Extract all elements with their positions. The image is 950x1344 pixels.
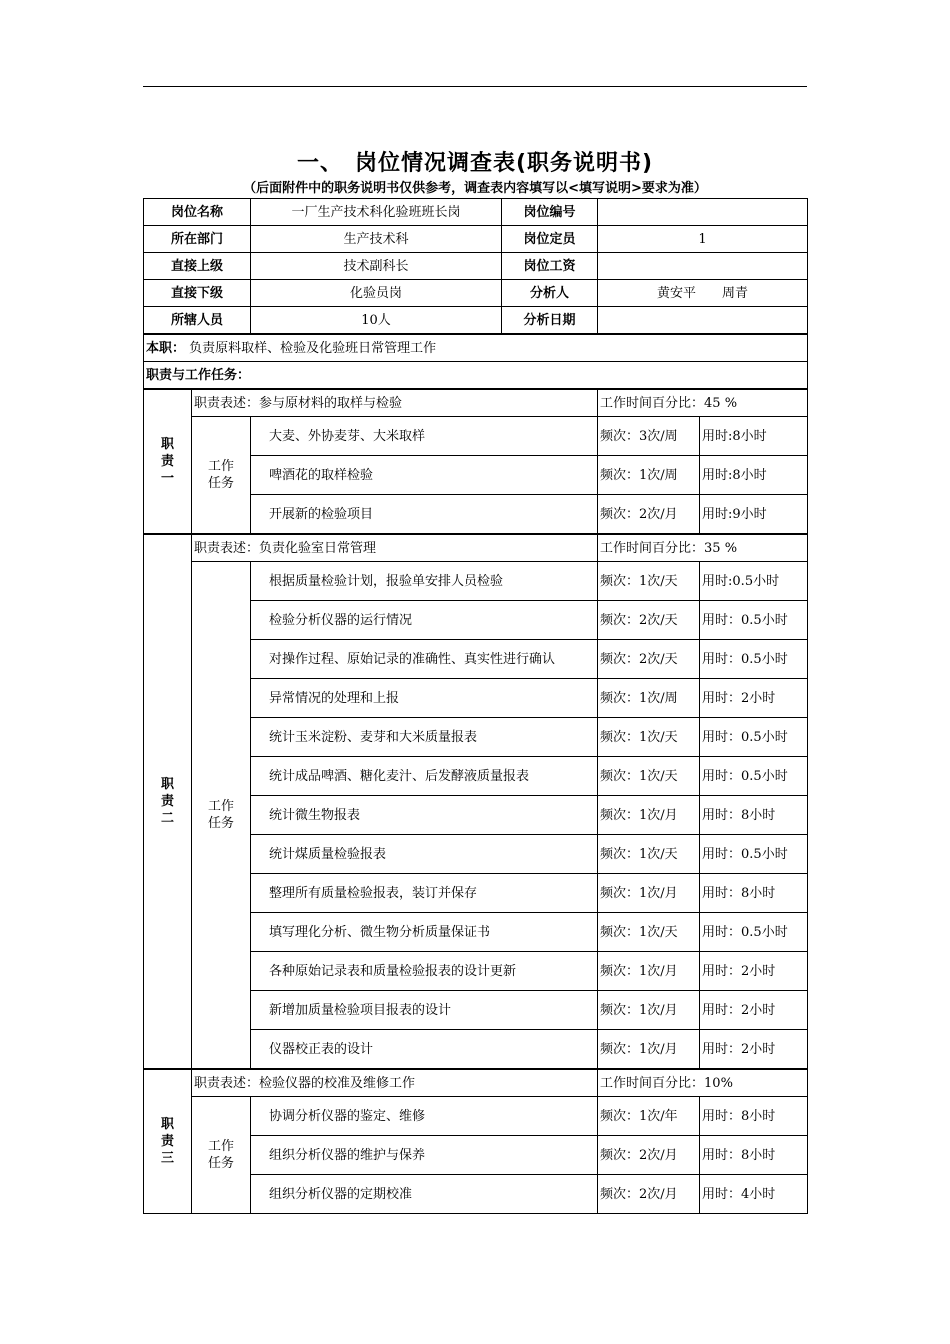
value-cell: 生产技术科: [251, 226, 502, 253]
work-task-label: 工作 任务: [192, 1097, 251, 1214]
value-cell: 一厂生产技术科化验班班长岗: [251, 199, 502, 226]
task-frequency: 频次：3次/周: [598, 417, 700, 456]
task-text: 对操作过程、原始记录的准确性、真实性进行确认: [251, 640, 598, 679]
task-frequency: 频次：2次/月: [598, 1136, 700, 1175]
duty-desc: 职责表述：参与原材料的取样与检验: [192, 389, 598, 417]
info-row: [144, 226, 808, 253]
value-cell: 黄安平 周青: [598, 280, 808, 307]
duty-name-cell: [144, 389, 192, 534]
task-row: [144, 562, 808, 601]
label-cell: 岗位工资: [502, 253, 598, 280]
value-cell: [598, 253, 808, 280]
task-frequency: 频次：1次/周: [598, 456, 700, 495]
duties-title-cell: [144, 362, 808, 390]
task-frequency: 频次：2次/天: [598, 601, 700, 640]
task-time: 用时：2小时: [700, 679, 808, 718]
duty-pct: 工作时间百分比：45 %: [598, 389, 808, 417]
task-time: 用时：8小时: [700, 796, 808, 835]
task-frequency: 频次：1次/月: [598, 796, 700, 835]
duty-desc: 职责表述：负责化验室日常管理: [192, 534, 598, 562]
duties-title: 职责与工作任务：: [146, 367, 251, 383]
task-text: 检验分析仪器的运行情况: [251, 601, 598, 640]
duty-name-cell: [144, 534, 192, 1069]
duty-pct: 工作时间百分比：10%: [598, 1069, 808, 1097]
value-cell: 1: [598, 226, 808, 253]
task-time: 用时：0.5小时: [700, 835, 808, 874]
task-time: 用时：8小时: [700, 1136, 808, 1175]
task-time: 用时：8小时: [700, 874, 808, 913]
task-frequency: 频次：1次/月: [598, 991, 700, 1030]
label-cell: 岗位定员: [502, 226, 598, 253]
duty-name-cell: [144, 1069, 192, 1214]
info-row: [144, 253, 808, 280]
task-text: 啤酒花的取样检验: [251, 456, 598, 495]
task-frequency: 频次：1次/月: [598, 874, 700, 913]
task-time: 用时：2小时: [700, 991, 808, 1030]
task-frequency: 频次：1次/天: [598, 718, 700, 757]
duty-desc-row: [144, 389, 808, 417]
task-time: 用时：0.5小时: [700, 718, 808, 757]
task-frequency: 频次：1次/天: [598, 562, 700, 601]
task-time: 用时：0.5小时: [700, 757, 808, 796]
task-time: 用时:8小时: [700, 456, 808, 495]
benzhi-label: 本职：: [146, 340, 186, 356]
task-time: 用时：0.5小时: [700, 913, 808, 952]
task-text: 统计煤质量检验报表: [251, 835, 598, 874]
benzhi-text: 负责原料取样、检验及化验班日常管理工作: [189, 340, 437, 356]
label-cell: 直接上级: [144, 253, 251, 280]
work-task-label: 工作 任务: [192, 417, 251, 535]
benzhi-row: [144, 334, 808, 362]
duty-name: 职 责 三: [160, 1117, 174, 1166]
task-text: 填写理化分析、微生物分析质量保证书: [251, 913, 598, 952]
label-cell: 岗位名称: [144, 199, 251, 226]
task-frequency: 频次：2次/月: [598, 1175, 700, 1214]
task-frequency: 频次：2次/天: [598, 640, 700, 679]
duty-desc-row: [144, 534, 808, 562]
value-cell: 10人: [251, 307, 502, 335]
task-frequency: 频次：1次/月: [598, 1030, 700, 1070]
task-text: 组织分析仪器的维护与保养: [251, 1136, 598, 1175]
label-cell: 所辖人员: [144, 307, 251, 335]
task-frequency: 频次：1次/周: [598, 679, 700, 718]
task-time: 用时：2小时: [700, 1030, 808, 1070]
task-row: [144, 417, 808, 456]
task-time: 用时：8小时: [700, 1097, 808, 1136]
task-text: 统计成品啤酒、糖化麦汁、后发酵液质量报表: [251, 757, 598, 796]
task-time: 用时:9小时: [700, 495, 808, 535]
task-text: 大麦、外协麦芽、大米取样: [251, 417, 598, 456]
duty-name: 职 责 一: [160, 437, 174, 486]
benzhi-cell: [144, 334, 808, 362]
header-rule: [143, 86, 807, 87]
task-text: 整理所有质量检验报表，装订并保存: [251, 874, 598, 913]
label-cell: 岗位编号: [502, 199, 598, 226]
task-text: 各种原始记录表和质量检验报表的设计更新: [251, 952, 598, 991]
duty-pct: 工作时间百分比：35 %: [598, 534, 808, 562]
job-survey-table: [143, 198, 808, 1214]
task-frequency: 频次：1次/天: [598, 835, 700, 874]
label-cell: 直接下级: [144, 280, 251, 307]
duty-name: 职 责 二: [160, 777, 174, 826]
info-row: [144, 280, 808, 307]
task-time: 用时：0.5小时: [700, 640, 808, 679]
task-text: 根据质量检验计划，报验单安排人员检验: [251, 562, 598, 601]
task-text: 开展新的检验项目: [251, 495, 598, 535]
info-row: [144, 199, 808, 226]
task-time: 用时：0.5小时: [700, 601, 808, 640]
task-time: 用时:8小时: [700, 417, 808, 456]
task-frequency: 频次：2次/月: [598, 495, 700, 535]
task-frequency: 频次：1次/天: [598, 757, 700, 796]
task-text: 新增加质量检验项目报表的设计: [251, 991, 598, 1030]
task-text: 异常情况的处理和上报: [251, 679, 598, 718]
work-task-label: 工作 任务: [192, 562, 251, 1070]
task-row: [144, 1097, 808, 1136]
task-text: 仪器校正表的设计: [251, 1030, 598, 1070]
value-cell: [598, 307, 808, 335]
value-cell: [598, 199, 808, 226]
value-cell: 技术副科长: [251, 253, 502, 280]
label-cell: 分析日期: [502, 307, 598, 335]
page-subtitle: （后面附件中的职务说明书仅供参考，调查表内容填写以<填写说明>要求为准）: [243, 181, 707, 196]
task-text: 统计玉米淀粉、麦芽和大米质量报表: [251, 718, 598, 757]
task-text: 协调分析仪器的鉴定、维修: [251, 1097, 598, 1136]
label-cell: 所在部门: [144, 226, 251, 253]
task-text: 组织分析仪器的定期校准: [251, 1175, 598, 1214]
task-time: 用时：4小时: [700, 1175, 808, 1214]
task-time: 用时:0.5小时: [700, 562, 808, 601]
task-text: 统计微生物报表: [251, 796, 598, 835]
duty-desc: 职责表述：检验仪器的校准及维修工作: [192, 1069, 598, 1097]
duty-desc-row: [144, 1069, 808, 1097]
value-cell: 化验员岗: [251, 280, 502, 307]
task-time: 用时：2小时: [700, 952, 808, 991]
task-frequency: 频次：1次/年: [598, 1097, 700, 1136]
task-frequency: 频次：1次/天: [598, 913, 700, 952]
info-row: [144, 307, 808, 335]
duties-title-row: [144, 362, 808, 390]
page-title: 一、 岗位情况调查表(职务说明书): [296, 151, 654, 176]
label-cell: 分析人: [502, 280, 598, 307]
task-frequency: 频次：1次/月: [598, 952, 700, 991]
